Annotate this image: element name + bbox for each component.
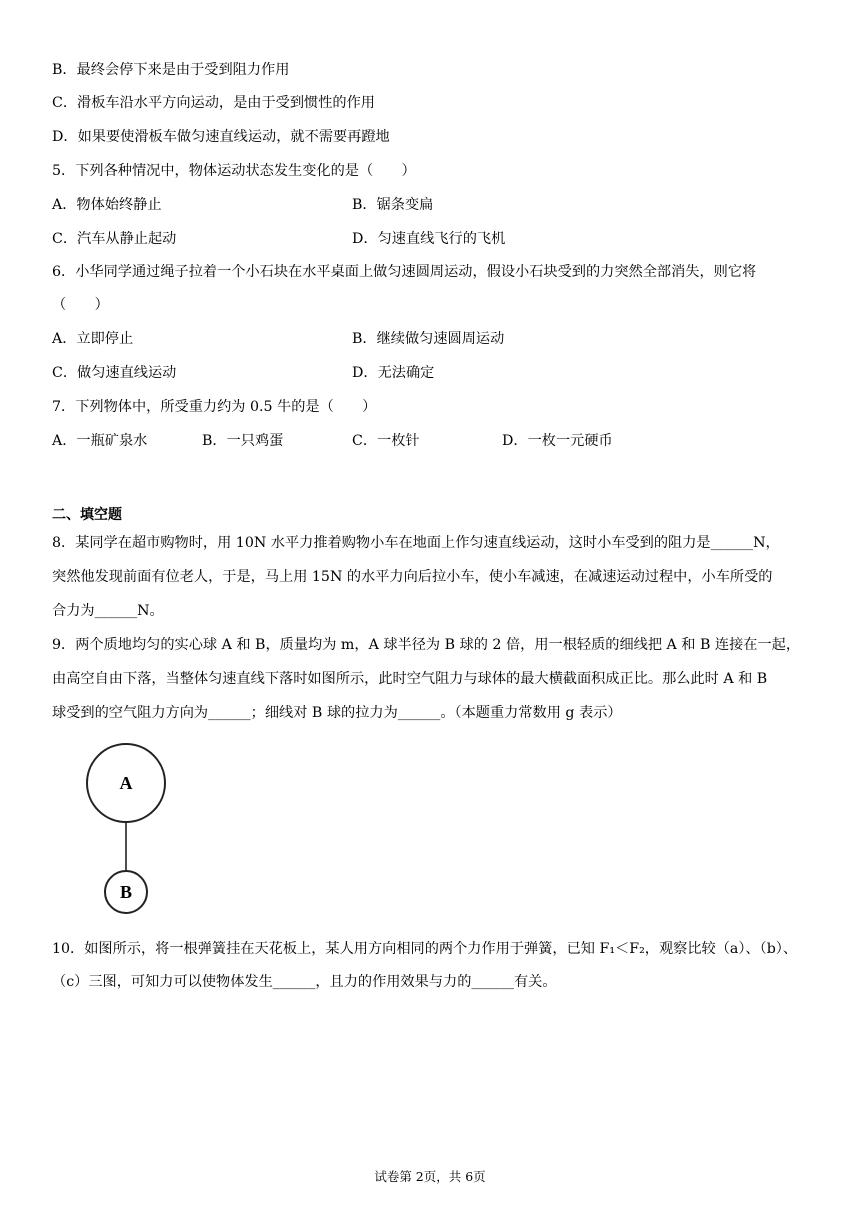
ball-a-label: A [119, 773, 133, 793]
q6-stem-line2: （ ） [52, 297, 109, 313]
q6-option-d: D．无法确定 [352, 365, 435, 381]
q5-stem: 5．下列各种情况中，物体运动状态发生变化的是（ ） [52, 163, 416, 179]
q5-option-b: B．锯条变扁 [352, 197, 434, 213]
q9-line1: 9．两个质地均匀的实心球 A 和 B，质量均为 m，A 球半径为 B 球的 2 倍，用一根轻质的细线把 A 和 B 连接在一起， [52, 637, 801, 653]
q9-figure-balls [80, 735, 180, 920]
page-footer: 试卷第 2页，共 6页 [374, 1169, 486, 1184]
q9-line2: 由高空自由下落，当整体匀速直线下落时如图所示，此时空气阻力与球体的最大横截面积成正比。那么此时 A 和 B [52, 671, 768, 687]
q6-stem-line1: 6．小华同学通过绳子拉着一个小石块在水平桌面上做匀速圆周运动，假设小石块受到的力突然全部消失，则它将 [52, 264, 757, 280]
q10-line1: 10．如图所示，将一根弹簧挂在天花板上，某人用方向相同的两个力作用于弹簧，已知 F₁＜F₂，观察比较（a）、（b）、 [52, 941, 798, 957]
q5-option-d: D．匀速直线飞行的飞机 [352, 231, 506, 247]
section-title-fill-blank: 二、填空题 [52, 507, 122, 523]
q7-option-b: B．一只鸡蛋 [202, 433, 284, 449]
q7-stem: 7．下列物体中，所受重力约为 0.5 牛的是（ ） [52, 399, 377, 415]
q5-option-c: C．汽车从静止起动 [52, 231, 177, 247]
q8-line2: 突然他发现前面有位老人，于是，马上用 15N 的水平力向后拉小车，使小车减速，在减速运动过程中，小车所受的 [52, 569, 773, 585]
q7-option-d: D．一枚一元硬币 [502, 433, 613, 449]
q4-option-b: B．最终会停下来是由于受到阻力作用 [52, 62, 290, 78]
ball-b-label: B [119, 882, 133, 902]
q8-line3: 合力为______N。 [52, 603, 164, 619]
q6-option-a: A．立即停止 [52, 331, 134, 347]
q7-option-a: A．一瓶矿泉水 [52, 433, 148, 449]
q6-option-c: C．做匀速直线运动 [52, 365, 177, 381]
q6-option-b: B．继续做匀速圆周运动 [352, 331, 505, 347]
q5-option-a: A．物体始终静止 [52, 197, 162, 213]
q10-line2: （c）三图，可知力可以使物体发生______，且力的作用效果与力的______有关。 [52, 974, 557, 990]
q8-line1: 8．某同学在超市购物时，用 10N 水平力推着购物小车在地面上作匀速直线运动，这时小车受到的阻力是______N， [52, 535, 780, 551]
q4-option-c: C．滑板车沿水平方向运动，是由于受到惯性的作用 [52, 95, 375, 111]
q4-option-d: D．如果要使滑板车做匀速直线运动，就不需要再蹬地 [52, 129, 390, 145]
q9-line3: 球受到的空气阻力方向为______；细线对 B 球的拉力为______。（本题重力常数用 g 表示） [52, 705, 622, 721]
q7-option-c: C．一枚针 [352, 433, 420, 449]
